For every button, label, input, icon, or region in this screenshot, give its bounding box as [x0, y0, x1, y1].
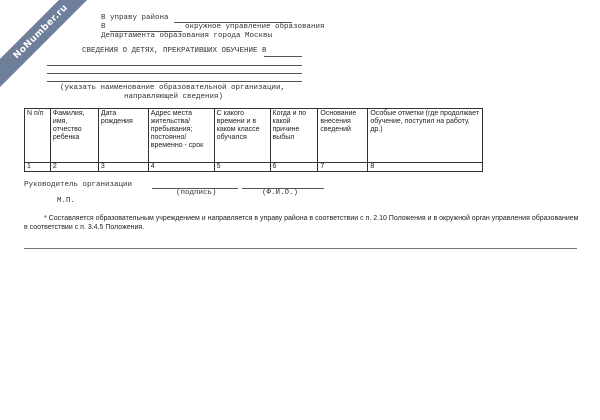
addressee-line-1: В управу района — [101, 14, 169, 22]
organization-note-1: (указать наименование образовательной организации, — [60, 84, 286, 92]
children-table — [24, 108, 483, 172]
column-number-cell: 4 — [148, 163, 214, 172]
header-cell-birth-date: Дата рождения — [98, 109, 148, 163]
header-cell-address: Адрес места жительства/ пребывания; постоянно/ временно - срок — [148, 109, 214, 163]
signature-label: Руководитель организации — [24, 181, 133, 189]
organization-blank-2 — [47, 73, 302, 74]
organization-blank-1 — [47, 65, 302, 66]
name-caption: (Ф.И.О.) — [262, 189, 299, 197]
table-header-row — [25, 109, 483, 163]
column-number-cell: 8 — [368, 163, 483, 172]
header-cell-notes: Особые отметки (где продолжает обучение, поступил на работу, др.) — [368, 109, 483, 163]
column-number-cell: 1 — [25, 163, 51, 172]
organization-blank-3 — [47, 81, 302, 82]
document-title: СВЕДЕНИЯ О ДЕТЯХ, ПРЕКРАТИВШИХ ОБУЧЕНИЕ В — [82, 47, 267, 55]
column-number-cell: 6 — [270, 163, 318, 172]
table-number-row — [25, 163, 483, 172]
footnote: * Составляется образовательным учреждением и направляется в управу района в соответствии с п. 2.10 Положения и в окружной орган управления образованием в соответствии с п. 3.4.5 Положения. — [24, 215, 579, 231]
addressee-line-2-suffix: окружное управление образования — [185, 23, 325, 31]
header-cell-basis: Основание внесения сведений — [318, 109, 368, 163]
column-number-cell: 3 — [98, 163, 148, 172]
header-cell-since: С какого времени и в каком классе обучался — [214, 109, 270, 163]
addressee-line-3: Департамента образования города Москвы — [101, 32, 273, 40]
stamp-label: М.П. — [57, 197, 76, 205]
column-number-cell: 2 — [50, 163, 98, 172]
title-blank — [264, 56, 302, 57]
column-number-cell: 7 — [318, 163, 368, 172]
addressee-line-2-prefix: В — [101, 23, 106, 31]
column-number-cell: 5 — [214, 163, 270, 172]
bottom-divider — [24, 248, 577, 249]
signature-caption: (подпись) — [176, 189, 217, 197]
header-cell-left-reason: Когда и по какой причине выбыл — [270, 109, 318, 163]
header-cell-name: Фамилия, имя, отчество ребенка — [50, 109, 98, 163]
watermark-ribbon: NoNumber.ru — [0, 0, 101, 92]
organization-note-2: направляющей сведения) — [124, 93, 224, 101]
header-cell-number: N п/п — [25, 109, 51, 163]
